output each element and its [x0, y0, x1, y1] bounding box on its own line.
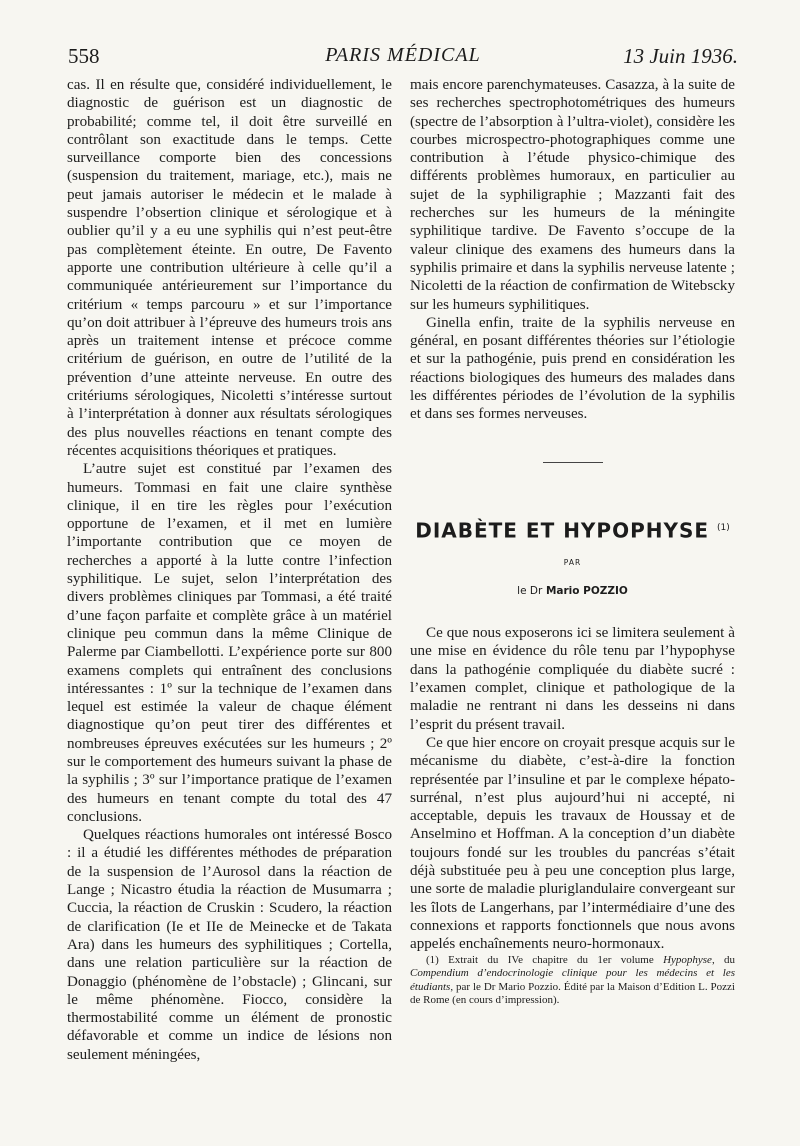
paragraph: Ce que nous exposerons ici se limitera seulement à une mise en évidence du rôle tenu par l’hypophyse dans la pathogénie compliquée du diabète sucré : l’examen complet, clinique et pathologique de la maladie ne rentrant ni dans les desseins ni dans l’esprit du présent travail. [410, 625, 735, 733]
author-line [410, 582, 735, 600]
left-column [67, 76, 392, 1064]
footnote: (1) Extrait du IVe chapitre du 1er volume Hypophyse, du Compendium d’endocrinologie clinique pour les médecins et les étudiants, par le Dr Mario Pozzio. Édité par la Maison d’Edition L. Pozzi de Rome (en cours d’impression). [410, 953, 736, 1007]
author-name: Mario POZZIO [545, 584, 628, 597]
paragraph: Ce que hier encore on croyait presque acquis sur le mécanisme du diabète, c’est-à-dire la fonction représentée par l’insuline et par le complexe hépato-surrénal, n’est plus aujourd’hui ni accepté, ni acceptable, depuis les travaux de Houssay et de Anselmino et Hoffman. A la conception d’un diabète toujours fondé sur les troubles du pancréas s’était déjà substituée peu à peu une conception plus large, une sorte de maladie pluriglandulaire convergeant sur les îlots de Langerhans, par l’intermédiaire d’une des connexions et rapports fonctionnels que nous avons appelés enchaînements neuro-hormonaux. [410, 734, 735, 953]
right-column [410, 76, 735, 1008]
paragraph: cas. Il en résulte que, considéré individuellement, le diagnostic de guérison est un diagnostic de probabilité; comme tel, il doit être surveillé en contrôlant son exactitude dans le temps. Cette surveillance comporte bien des concessions (suspension du traitement, mariage, etc.), mais ne peut jamais autoriser le médecin et le malade à suspendre l’obsertion clinique et sérologique et à oublier qu’il y a eu une syphilis qui n’est peut-être pas complètement éteinte. En outre, De Favento apporte une contribution ultérieure à celle qu’il a communiquée antérieurement sur l’importance du critérium « temps parcouru » et sur l’importance qu’on doit attribuer à l’épreuve des humeurs trois ans après un traitement intense et précoce comme critérium de guérison, en outre de l’utilité de la prévention d’une atteinte nerveuse. En outre des critériums sérologiques, Nicoletti s’intéresse surtout à l’interprétation à donner aux résultats sérologiques des plus nouvelles réactions en tenant compte des récentes acquisitions théoriques et pratiques. [67, 77, 392, 459]
paragraph: Quelques réactions humorales ont intéressé Bosco : il a étudié les différentes méthodes de préparation de la suspension de l’Aurosol dans la réaction de Lange ; Nicastro étudia la réaction de Musumarra ; Cuccia, la réaction de Cruskin : Scudero, la réaction de clarification (Ie et IIe de Meinecke et de Takata Ara) dans les humeurs des syphilitiques ; Cortella, dans une relation particulière sur la réaction de Donaggio (phénomène de l’obstacle) ; Glincani, sur le même phénomène. Fiocco, considère la thermostabilité comme un élément de pronostic défavorable et comme un indice de lésions non seulement méningées, [67, 827, 392, 1063]
article-body [410, 624, 735, 953]
byline-par: PAR [563, 557, 582, 567]
paragraph: mais encore parenchymateuses. Casazza, à la suite de ses recherches spectrophotométriques des humeurs (spectre de l’absorption à l’ultra-violet), considère les courbes microspectro-photographiques comme une contribution à l’étude physico-chimique des différents problèmes humoraux, en particulier au sujet de la syphiligraphie ; Mazzanti fait des recherches sur les humeurs de la méningite syphilitique tardive. De Favento s’occupe de la valeur clinique des examens des humeurs dans la syphilis primaire et dans la syphilis nerveuse latente ; Nicoletti de la réaction de confirmation de Witebscky sur les humeurs syphilitiques. [410, 77, 735, 313]
page-number: 558 [68, 44, 100, 68]
section-divider [543, 462, 603, 463]
author-prefix: le Dr [517, 584, 543, 597]
paragraph: L’autre sujet est constitué par l’examen des humeurs. Tommasi en fait une claire synthèse clinique, il en tire les règles pour l’exécution opportune de l’examen, et il met en lumière l’importante contribution que ce moyen de recherches a apporté à la lutte contre l’infection syphilitique. Le sujet, selon l’interprétation des divers problèmes cliniques par Tommasi, a été traité d’une façon parfaite et complète grâce à un matériel clinique peu commun dans la même Clinique de Palerme par Ciambellotti. L’expérience porte sur 800 examens complets qui entraînent des conclusions intéressantes : 1º sur la technique de l’examen dans lequel est estimée la valeur de chaque élément diagnostique qu’on peut tirer des différentes et nombreuses épreuves exécutées sur les humeurs ; 2º sur le comportement des humeurs suivant la phase de la syphilis ; 3º sur l’importance pratique de l’examen des humeurs en tenant compte du total des 47 conclusions. [67, 461, 392, 825]
issue-date: 13 Juin 1936. [623, 44, 738, 68]
paragraph: Ginella enfin, traite de la syphilis nerveuse en général, en posant différentes théories sur l’étiologie et sur la pathogénie, puis prend en considération les réactions biologiques des humeurs des malades dans les différentes périodes de l’évolution de la syphilis et dans ses formes nerveuses. [410, 314, 735, 423]
article-title-text: DIABÈTE ET HYPOPHYSE [415, 518, 710, 543]
article-title [410, 518, 735, 543]
page-header [68, 44, 738, 70]
title-footnote-mark: (1) [717, 522, 730, 533]
journal-title: PARIS MÉDICAL [325, 44, 481, 66]
